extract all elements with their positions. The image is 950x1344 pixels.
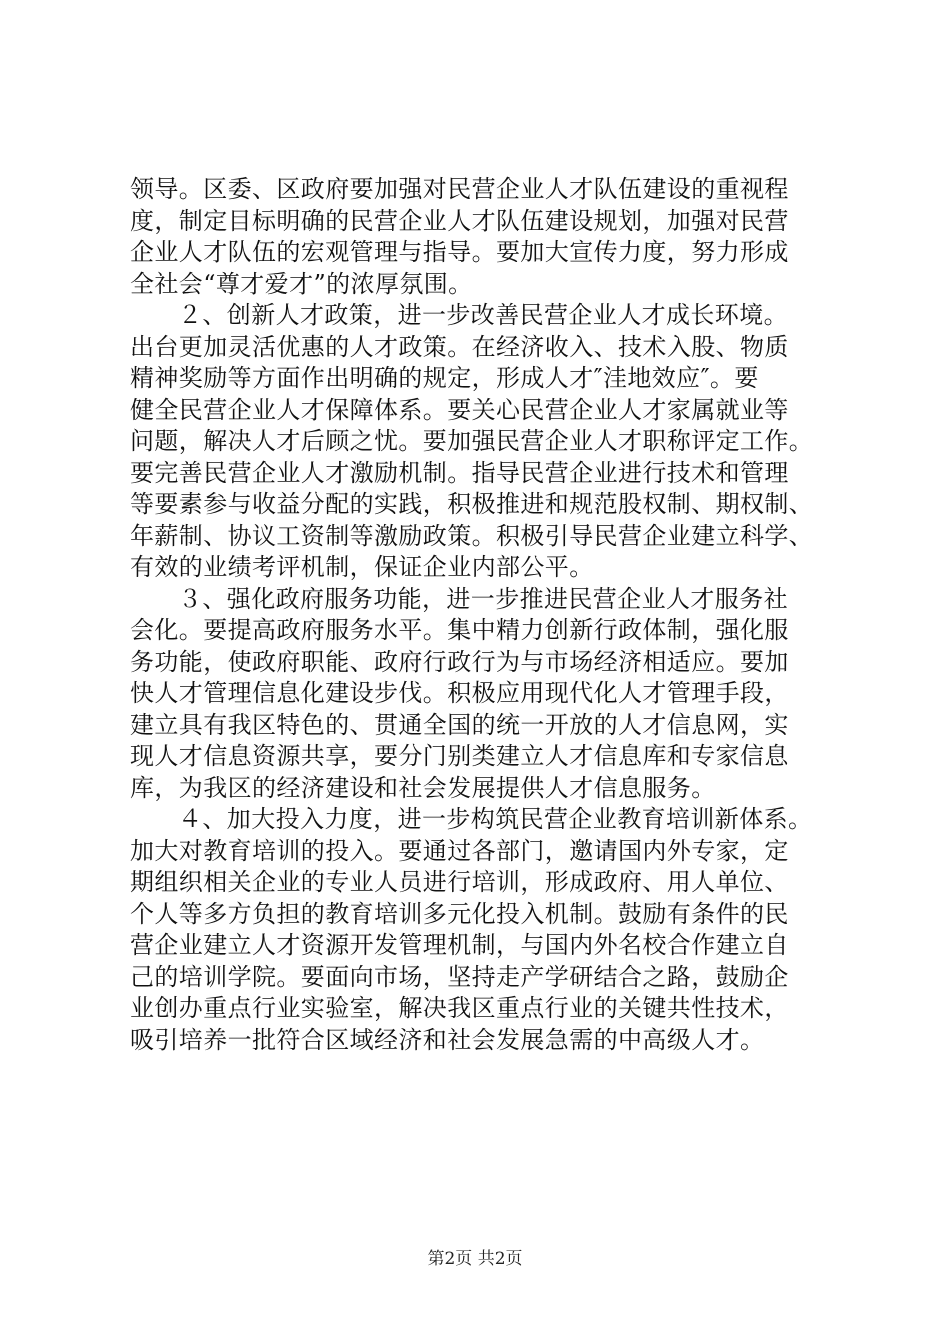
- text-line: 个人等多方负担的教育培训多元化投入机制。鼓励有条件的民: [130, 899, 789, 928]
- text-line: 企业人才队伍的宏观管理与指导。要加大宣传力度，努力形成: [130, 238, 789, 266]
- page-footer: 第2页 共2页: [427, 1249, 523, 1269]
- text-line: 期组织相关企业的专业人员进行培训，形成政府、用人单位、: [130, 868, 789, 896]
- body-text: [130, 174, 830, 1056]
- text-line: 会化。要提高政府服务水平。集中精力创新行政体制，强化服: [130, 616, 789, 644]
- text-line: 年薪制、协议工资制等激励政策。积极引导民营企业建立科学、: [130, 521, 814, 550]
- text-line: 精神奖励等方面作出明确的规定，形成人才″洼地效应″。要: [130, 364, 759, 392]
- text-line: ３、强化政府服务功能，进一步推进民营企业人才服务社: [178, 584, 788, 613]
- text-line: 有效的业绩考评机制，保证企业内部公平。: [130, 553, 594, 581]
- text-line: 度，制定目标明确的民营企业人才队伍建设规划，加强对民营: [130, 206, 789, 235]
- text-line: ４、加大投入力度，进一步构筑民营企业教育培训新体系。: [178, 805, 813, 833]
- text-line: 业创办重点行业实验室，解决我区重点行业的关键共性技术，: [130, 994, 789, 1022]
- text-line: 问题，解决人才后顾之忧。要加强民营企业人才职称评定工作。: [130, 427, 814, 455]
- text-line: 营企业建立人才资源开发管理机制，与国内外名校合作建立自: [130, 931, 789, 959]
- text-line: 健全民营企业人才保障体系。要关心民营企业人才家属就业等: [130, 395, 789, 424]
- text-line: 全社会“尊才爱才”的浓厚氛围。: [130, 269, 473, 298]
- text-line: 务功能，使政府职能、政府行政行为与市场经济相适应。要加: [130, 647, 789, 676]
- text-line: 库，为我区的经济建设和社会发展提供人才信息服务。: [130, 773, 716, 802]
- text-line: 建立具有我区特色的、贯通全国的统一开放的人才信息网，实: [130, 710, 789, 739]
- text-line: 领导。区委、区政府要加强对民营企业人才队伍建设的重视程: [130, 175, 789, 203]
- text-line: 等要素参与收益分配的实践，积极推进和规范股权制、期权制、: [130, 490, 814, 518]
- text-line: 要完善民营企业人才激励机制。指导民营企业进行技术和管理: [130, 458, 789, 487]
- text-line: 己的培训学院。要面向市场，坚持走产学研结合之路，鼓励企: [130, 962, 789, 991]
- text-line: ２、创新人才政策，进一步改善民营企业人才成长环境。: [178, 301, 788, 329]
- text-line: 现人才信息资源共享，要分门别类建立人才信息库和专家信息: [130, 742, 789, 770]
- text-line: 出台更加灵活优惠的人才政策。在经济收入、技术入股、物质: [130, 332, 789, 361]
- text-line: 吸引培养一批符合区域经济和社会发展急需的中高级人才。: [130, 1025, 765, 1054]
- text-line: 加大对教育培训的投入。要通过各部门，邀请国内外专家，定: [130, 836, 789, 865]
- text-line: 快人才管理信息化建设步伐。积极应用现代化人才管理手段，: [130, 679, 789, 707]
